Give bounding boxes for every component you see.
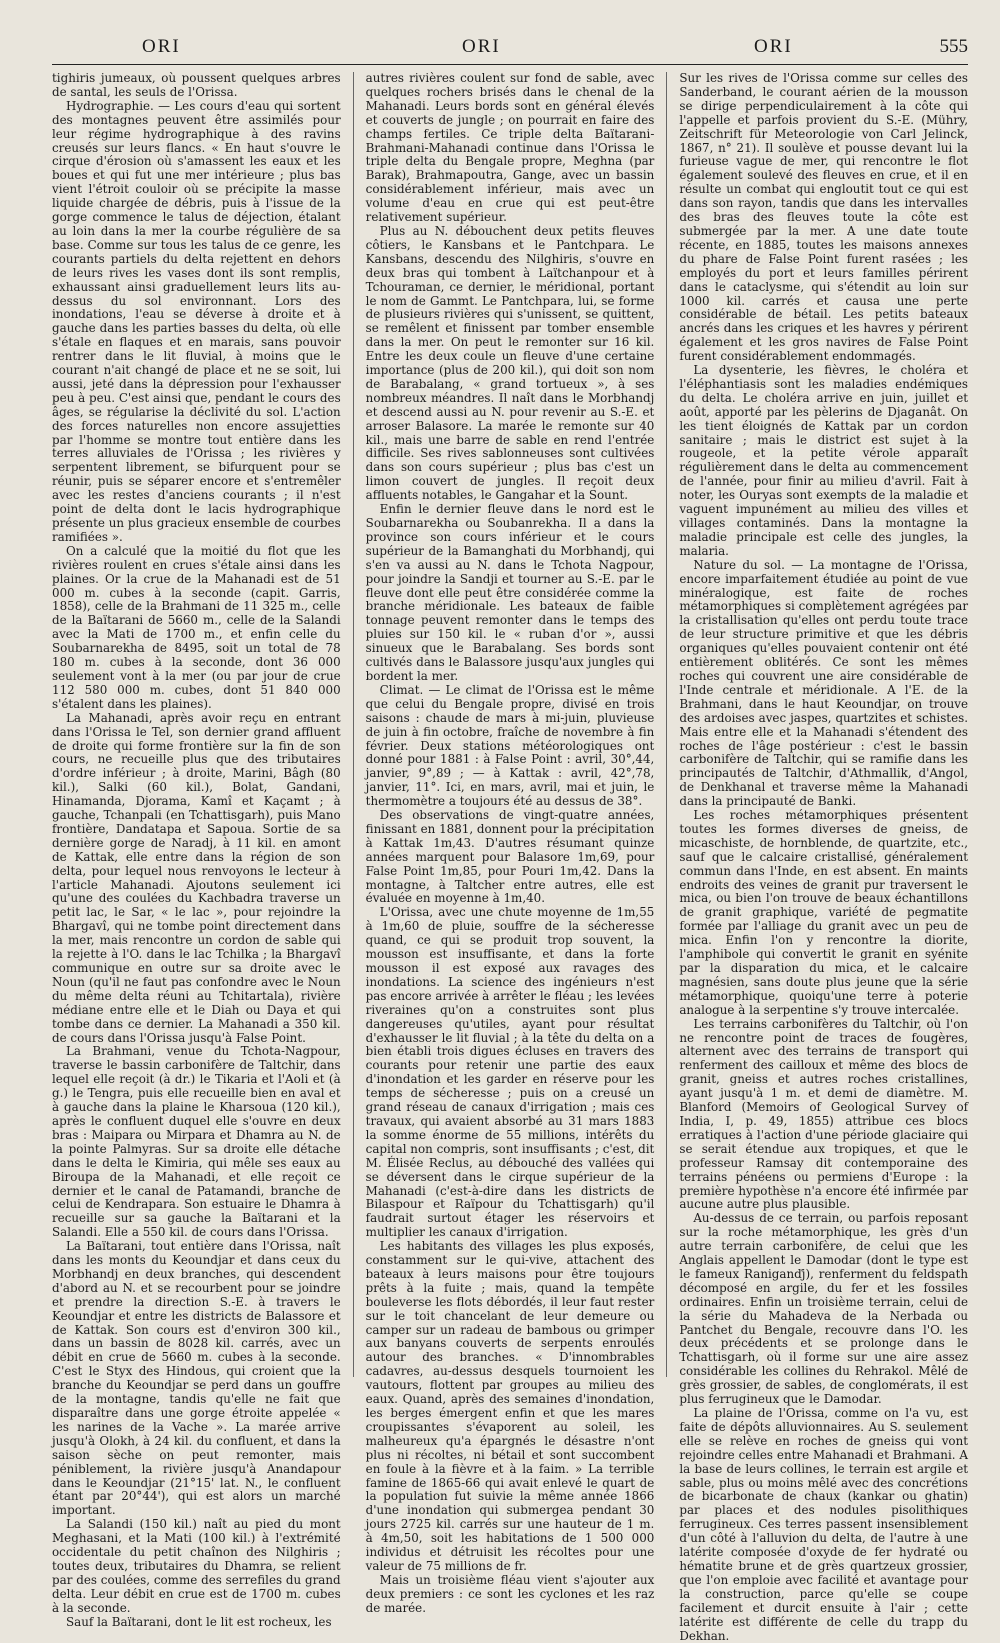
- paragraph: autres rivières coulent sur fond de sable, avec quelques rochers brisés dans le chenal de la Mahanadi. Leurs bords sont en général élevés et couverts de jungle ; on pourrait en faire des champs fertiles. Ce triple delta Baïtarani-Brahmani-Mahanadi continue dans l'Orissa le triple delta du Bengale propre, Meghna (par Barak), Brahmapoutra, Gange, avec un bassin considérablement inférieur, mais avec un volume d'eau en crue qui est peut-être relativement supérieur.: [365, 71, 655, 225]
- paragraph: Enfin le dernier fleuve dans le nord est le Soubarnarekha ou Soubanrekha. Il a dans la province son cours inférieur et le cours supérieur de la Bamanghati du Morbhandj, qui s'en va aussi au N. dans le Tchota Nagpour, pour joindre la Sandji et tourner au S.-E. par le fleuve dont elle peut être considérée comme la branche méridionale. Les bateaux de faible tonnage peuvent remonter dans le temps des pluies sur 150 kil. le « ruban d'or », aussi sinueux que le Barabalang. Ses bords sont cultivés dans le Balassore jusqu'aux jungles qui bordent la mer.: [365, 502, 655, 683]
- paragraph: tighiris jumeaux, où poussent quelques arbres de santal, les seuls de l'Orissa.: [52, 71, 341, 99]
- paragraph: La Brahmani, venue du Tchota-Nagpour, traverse le bassin carbonifère de Taltchir, dans lequel elle reçoit (à dr.) le Tikaria et l'Aoli et (à g.) le Tengra, puis elle recueille bien en aval et à gauche dans la plaine le Kharsoua (120 kil.), après le confluent duquel elle s'ouvre en deux bras : Maipara ou Mirpara et Dhamra au N. de la pointe Palmyras. Sur sa droite elle détache dans le delta le Kimiria, qui mêle ses eaux au Biroupa de la Mahanadi, et elle reçoit ce dernier et le canal de Patamandi, branche de celui de Kendrapara. Son estuaire le Dhamra à recueille sur sa gauche la Baïtarani et la Salandi. Elle a 550 kil. de cours dans l'Orissa.: [52, 1044, 341, 1240]
- column-1: [52, 71, 341, 1629]
- paragraph: Les terrains carbonifères du Taltchir, où l'on ne rencontre point de traces de fougères, alternent avec des terrains de transport qui renferment des cailloux et même des blocs de granit, gneiss et autres roches cristallines, ayant jusqu'à 1 m. et demi de diamètre. M. Blanford (Memoirs of Geological Survey of India, I, p. 49, 1855) attribue ces blocs erratiques à l'action d'une période glaciaire qui se serait étendue aux tropiques, et que le professeur Ramsay dit contemporaine des terrains pénéens ou permiens d'Europe : la première hypothèse n'a encore été infirmée par aucune autre plus plausible.: [679, 1016, 969, 1212]
- paragraph: Hydrographie. — Les cours d'eau qui sortent des montagnes peuvent être assimilés pour leur régime hydrographique à des ravins creusés sur leurs flancs. « En haut s'ouvre le cirque d'érosion où s'amassent les eaux et les boues et qui fut une mer intérieure ; plus bas vient l'étroit couloir où se précipite la masse liquide chargée de débris, puis à l'issue de la gorge commence le talus de déjection, étalant au loin dans la mer la courbe régulière de sa base. Comme sur tous les talus de ce genre, les courants partiels du delta rejettent en dehors de leurs rives les vases dont ils sont remplis, exhaussant ainsi graduellement leurs lits au-dessus du sol environnant. Lors des inondations, l'eau se déverse à droite et à gauche dans les parties basses du delta, où elle s'étale en flaques et en marais, sans pouvoir rentrer dans le lit fluvial, à moins que le courant n'ait changé de place et ne se soit, lui aussi, jeté dans la dépression pour l'exhausser peu à peu. C'est ainsi que, pendant le cours des âges, se régularise la déclivité du sol. L'action des forces naturelles non encore assujetties par l'homme se montre tout entière dans les terres alluviales de l'Orissa ; les rivières y serpentent librement, se bifurquent pour se réunir, puis se séparer encore et s'entremêler avec les restes d'anciens courants ; il n'est point de delta dont le lacis hydrographique présente un plus gracieux ensemble de courbes ramifiées ».: [52, 98, 341, 544]
- paragraph: Sauf la Baïtarani, dont le lit est rocheux, les: [66, 1614, 332, 1629]
- header-center: ORI: [462, 36, 501, 57]
- paragraph: Les roches métamorphiques présentent toutes les formes diverses de gneiss, de micaschiste, de hornblende, de quartzite, etc., sauf que le calcaire cristallisé, généralement commun dans l'Inde, en est absent. En maints endroits des veines de granit pur traversent le mica, ou bien l'on trouve de beaux échantillons de granit graphique, variété de pegmatite formée par l'alliage du granit avec un peu de mica. Enfin l'on y rencontre la diorite, l'amphibole qui convertit le granit en syénite par la disparation du mica, et le calcaire magnésien, sans doute plus jeune que la série métamorphique, quoiqu'une terre à poterie analogue à la serpentine s'y trouve intercalée.: [679, 808, 969, 1017]
- paragraph: Mais un troisième fléau vient s'ajouter aux deux premiers : ce sont les cyclones et les raz de marée.: [365, 1572, 655, 1615]
- paragraph: La Baïtarani, tout entière dans l'Orissa, naît dans les monts du Keoundjar et dans ceux du Morbhandj en deux branches, qui descendent d'abord au N. et se recourbent pour se joindre et prendre la direction S.-E. à travers le Keoundjar et entre les districts de Balassore et de Kattak. Son cours est d'environ 300 kil., dans un bassin de 8028 kil. carrés, avec un débit en crue de 5660 m. cubes à la seconde. C'est le Styx des Hindous, qui croient que la branche du Keoundjar se perd dans un gouffre de la montagne, tandis qu'elle ne fait que disparaître dans une gorge étroite appelée « les narines de la Vache ». La marée arrive jusqu'à Olokh, à 24 kil. du confluent, et dans la saison sèche on peut remonter, mais péniblement, la rivière jusqu'à Anandapour dans le Keoundjar (21°15' lat. N., le confluent étant par 20°44'), qui est alors un marché important.: [52, 1239, 341, 1518]
- header-right: ORI: [754, 36, 793, 57]
- header-left: ORI: [142, 36, 181, 57]
- paragraph: La dysenterie, les fièvres, le choléra et l'éléphantiasis sont les maladies endémiques du delta. Le choléra arrive en juin, juillet et août, apporté par les pèlerins de Djaganât. On les tient éloignés de Kattak par un cordon sanitaire ; mais le district est sujet à la rougeole, et la petite vérole apparaît régulièrement dans le delta au commencement de l'année, pour finir au milieu d'avril. Fait à noter, les Ouryas sont exempts de la maladie et vaguent impunément au milieu des villes et villages contaminés. Dans la montagne la maladie principale est celle des jungles, la malaria.: [679, 363, 969, 558]
- column-separator: [666, 72, 667, 1377]
- paragraph: Les habitants des villages les plus exposés, constamment sur le qui-vive, attachent des bateaux à leurs maisons pour être toujours prêts à la fuite ; mais, quand la tempête bouleverse les flots débordés, il leur faut rester sur le toit chancelant de leur demeure ou camper sur un radeau de bambous ou grimper aux banyans couverts de serpents enroulés autour des branches. « D'innombrables cadavres, au-dessus desquels tournoient les vautours, flottent par groupes au milieu des eaux. Quand, après des semaines d'inondation, les berges émergent enfin et que les mares croupissantes s'évaporent au soleil, les malheureux qu'a épargnés le désastre n'ont plus ni récoltes, ni bétail et sont succombent en foule à la fièvre et à la faim. » La terrible famine de 1865-66 qui avait enlevé le quart de la population fut suivie la même année 1866 d'une inondation qui submergea pendant 30 jours 2725 kil. carrés sur une hauteur de 1 m. à 4m,50, soit les habitations de 1 500 000 individus et détruisit les récoltes pour une valeur de 75 millions de fr.: [365, 1239, 655, 1573]
- paragraph: Nature du sol. — La montagne de l'Orissa, encore imparfaitement étudiée au point de vue minéralogique, est faite de roches métamorphiques si complètement agrégées par la cristallisation qu'elles ont perdu toute trace de leur structure primitive et que les débris organiques qu'elles pouvaient contenir ont été entièrement oblitérés. Ce sont les mêmes roches qui couvrent une aire considérable de l'Inde centrale et méridionale. A l'E. de la Brahmani, dans le haut Keoundjar, on trouve des ardoises avec jaspes, quartzites et schistes. Mais entre elle et la Mahanadi s'étendent des roches de l'âge postérieur : c'est le bassin carbonifère de Taltchir, qui se ramifie dans les principautés de Taltchir, d'Athmallik, d'Angol, de Denkhanal et traverse même la Mahanadi dans la principauté de Banki.: [679, 557, 969, 809]
- paragraph: La plaine de l'Orissa, comme on l'a vu, est faite de dépôts alluvionnaires. Au S. seulement elle se relève en roches de gneiss qui vont rejoindre celles entre Mahanadi et Brahmani. A la base de leurs collines, le terrain est argile et sable, plus ou moins mêlé avec des concrétions de bicarbonate de chaux (kankar ou ghatin) par places et des nodules pisolithiques ferrugineux. Ces terres passent insensiblement d'un côté à l'alluvion du delta, de l'autre à une latérite composée d'oxyde de fer hydraté ou hématite brune et de grès quartzeux grossier, que l'on emploie avec facilité et avantage pour la construction, parce qu'elle se coupe facilement et durcit ensuite à l'air ; cette latérite est différente de celle du trapp du Dekhan.: [679, 1406, 969, 1643]
- paragraph: Climat. — Le climat de l'Orissa est le même que celui du Bengale propre, divisé en trois saisons : chaude de mars à mi-juin, pluvieuse de juin à fin octobre, fraîche de novembre à fin février. Deux stations météorologiques ont donné pour 1881 : à False Point : avril, 30°,44, janvier, 9°,89 ; — à Kattak : avril, 42°,78, janvier, 11°. Ici, en mars, avril, mai et juin, le thermomètre a toujours été au dessus de 38°.: [365, 682, 655, 809]
- column-3: [679, 71, 969, 1643]
- paragraph: L'Orissa, avec une chute moyenne de 1m,55 à 1m,60 de pluie, souffre de la sécheresse quand, ce qui se produit trop souvent, la mousson est insuffisante, et dans la forte mousson il est exposé aux ravages des inondations. La science des ingénieurs n'est pas encore arrivée à arrêter le fléau ; les levées riveraines qu'on a construites sont plus dangereuses qu'utiles, ayant pour résultat d'exhausser le lit fluvial ; à la tête du delta on a bien établi trois digues écluses en travers des courants pour retenir une partie des eaux d'inondation et les garder en réserve pour les temps de sécheresse ; puis on a creusé un grand réseau de canaux d'irrigation ; mais ces travaux, qui avaient absorbé au 31 mars 1883 la somme énorme de 55 millions, intérêts du capital non compris, sont insuffisants ; c'est, dit M. Élisée Reclus, au débouché des vallées qui se déversent dans le cirque supérieur de la Mahanadi (c'est-à-dire dans les districts de Bilaspour et Raïpour du Tchattisgarh) qu'il faudrait surtout étager les réservoirs et multiplier les canaux d'irrigation.: [365, 905, 655, 1240]
- column-2: [365, 71, 655, 1615]
- paragraph: Plus au N. débouchent deux petits fleuves côtiers, le Kansbans et le Pantchpara. Le Kansbans, descendu des Nilghiris, s'ouvre en deux bras qui tombent à Laïtchanpour et à Tchouraman, ce dernier, le méridional, portant le nom de Gammt. Le Pantchpara, lui, se forme de plusieurs rivières qui s'unissent, se quittent, se remêlent et finissent par tomber ensemble dans la mer. On peut le remonter sur 16 kil. Entre les deux coule un fleuve d'une certaine importance (plus de 200 kil.), qui doit son nom de Barabalang, « grand tortueux », à ses nombreux méandres. Il naît dans le Morbhandj et descend aussi au N. pour revenir au S.-E. et arroser Balasore. La marée le remonte sur 40 kil., mais une barre de sable en rend l'entrée difficile. Ses rives sablonneuses sont cultivées dans son cours supérieur ; plus bas c'est un limon couvert de jungles. Il reçoit deux affluents notables, le Gangahar et la Sount.: [365, 223, 655, 503]
- paragraph: La Mahanadi, après avoir reçu en entrant dans l'Orissa le Tel, son dernier grand affluent de droite qui forme frontière sur la fin de son cours, ne recueille plus que des tributaires d'ordre inférieur ; à droite, Marini, Bâgh (80 kil.), Salki (60 kil.), Bolat, Gandani, Hinamanda, Djorama, Kamî et Kaçamt ; à gauche, Tchanpali (en Tchattisgarh), puis Mano frontière, Dandatapa et Sapoua. Sortie de sa dernière gorge de Naradj, à 11 kil. en amont de Kattak, elle entre dans la région de son delta, pour lequel nous renvoyons le lecteur à l'article Mahanadi. Ajoutons seulement ici qu'une des coulées du Kachbadra traverse un petit lac, le Sar, « le lac », pour rejoindre la Bhargavî, qui ne tombe point directement dans la mer, mais rencontre un cordon de sable qui la rejette à l'O. dans le lac Tchilka ; la Bhargavî communique en outre sur sa droite avec le Noun (qu'il ne faut pas confondre avec le Noun du même delta réuni au Tchitartala), rivière médiane entre elle et le Diah ou Daya et qui tombe dans ce dernier. La Mahanadi a 350 kil. de cours dans l'Orissa jusqu'à False Point.: [52, 710, 341, 1045]
- running-header: [52, 28, 968, 68]
- header-rule: [52, 64, 968, 65]
- paragraph: Sur les rives de l'Orissa comme sur celles des Sanderband, le courant aérien de la mousson se dirige perpendiculairement à la côte qui l'appelle et parfois provient du S.-E. (Mühry, Zeitschrift für Meteorologie von Carl Jelinck, 1867, n° 21). Il soulève et pousse devant lui la furieuse vague de mer, qui rencontre le flot également soulevé des fleuves en crue, et il en résulte un combat qui engloutit tout ce qui est dans son rayon, tandis que dans les intervalles des bras des fleuves toute la côte est submergée par la mer. A une date toute récente, en 1885, toutes les maisons annexes du phare de False Point furent rasées ; les employés du port et leurs familles périrent dans le cataclysme, qui s'étendit au loin sur 1000 kil. carrés et causa une perte considérable de bétail. Les petits bateaux ancrés dans les criques et les havres y périrent également et les gros navires de False Point furent considérablement endommagés.: [679, 71, 969, 364]
- page-number: 555: [939, 36, 968, 57]
- paragraph: Au-dessus de ce terrain, ou parfois reposant sur la roche métamorphique, les grès d'un autre terrain carbonifère, de celui que les Anglais appellent le Damodar (dont le type est le fameux Raniganďj), renferment du feldspath décomposé en argile, du fer et les fossiles ordinaires. Enfin un troisième terrain, celui de la série du Mahadeva de la Nerbada ou Pantchet du Bengale, recouvre dans l'O. les deux précédents et se prolonge dans le Tchattisgarh, où il forme sur une aire assez considérable les collines du Rehrakol. Mêlé de grès grossier, de sables, de conglomérats, il est plus ferrugineux que le Damodar.: [679, 1211, 969, 1407]
- paragraph: Des observations de vingt-quatre années, finissant en 1881, donnent pour la précipitation à Kattak 1m,43. D'autres résumant quinze années marquent pour Balasore 1m,69, pour False Point 1m,85, pour Pouri 1m,42. Dans la montagne, à Taltcher entre autres, elle est évaluée en moyenne à 1m,40.: [365, 808, 655, 906]
- paragraph: On a calculé que la moitié du flot que les rivières roulent en crues s'étale ainsi dans les plaines. Or la crue de la Mahanadi est de 51 000 m. cubes à la seconde (capit. Garris, 1858), celle de la Brahmani de 11 325 m., celle de la Baïtarani de 5660 m., celle de la Salandi avec la Mati de 1700 m., et enfin celle du Soubarnarekha de 8495, soit un total de 78 180 m. cubes à la seconde, dont 36 000 seulement vont à la mer (ou par jour de crue 112 580 000 m. cubes, dont 51 840 000 s'étalent dans les plaines).: [52, 543, 341, 711]
- paragraph: La Salandi (150 kil.) naît au pied du mont Meghasani, et la Mati (100 kil.) à l'extrémité occidentale du petit chaînon des Nilghiris ; toutes deux, tributaires du Dhamra, se relient par des coulées, comme des serrefiles du grand delta. Leur débit en crue est de 1700 m. cubes à la seconde.: [52, 1517, 341, 1615]
- column-separator: [353, 72, 354, 1377]
- columns: [52, 71, 969, 1643]
